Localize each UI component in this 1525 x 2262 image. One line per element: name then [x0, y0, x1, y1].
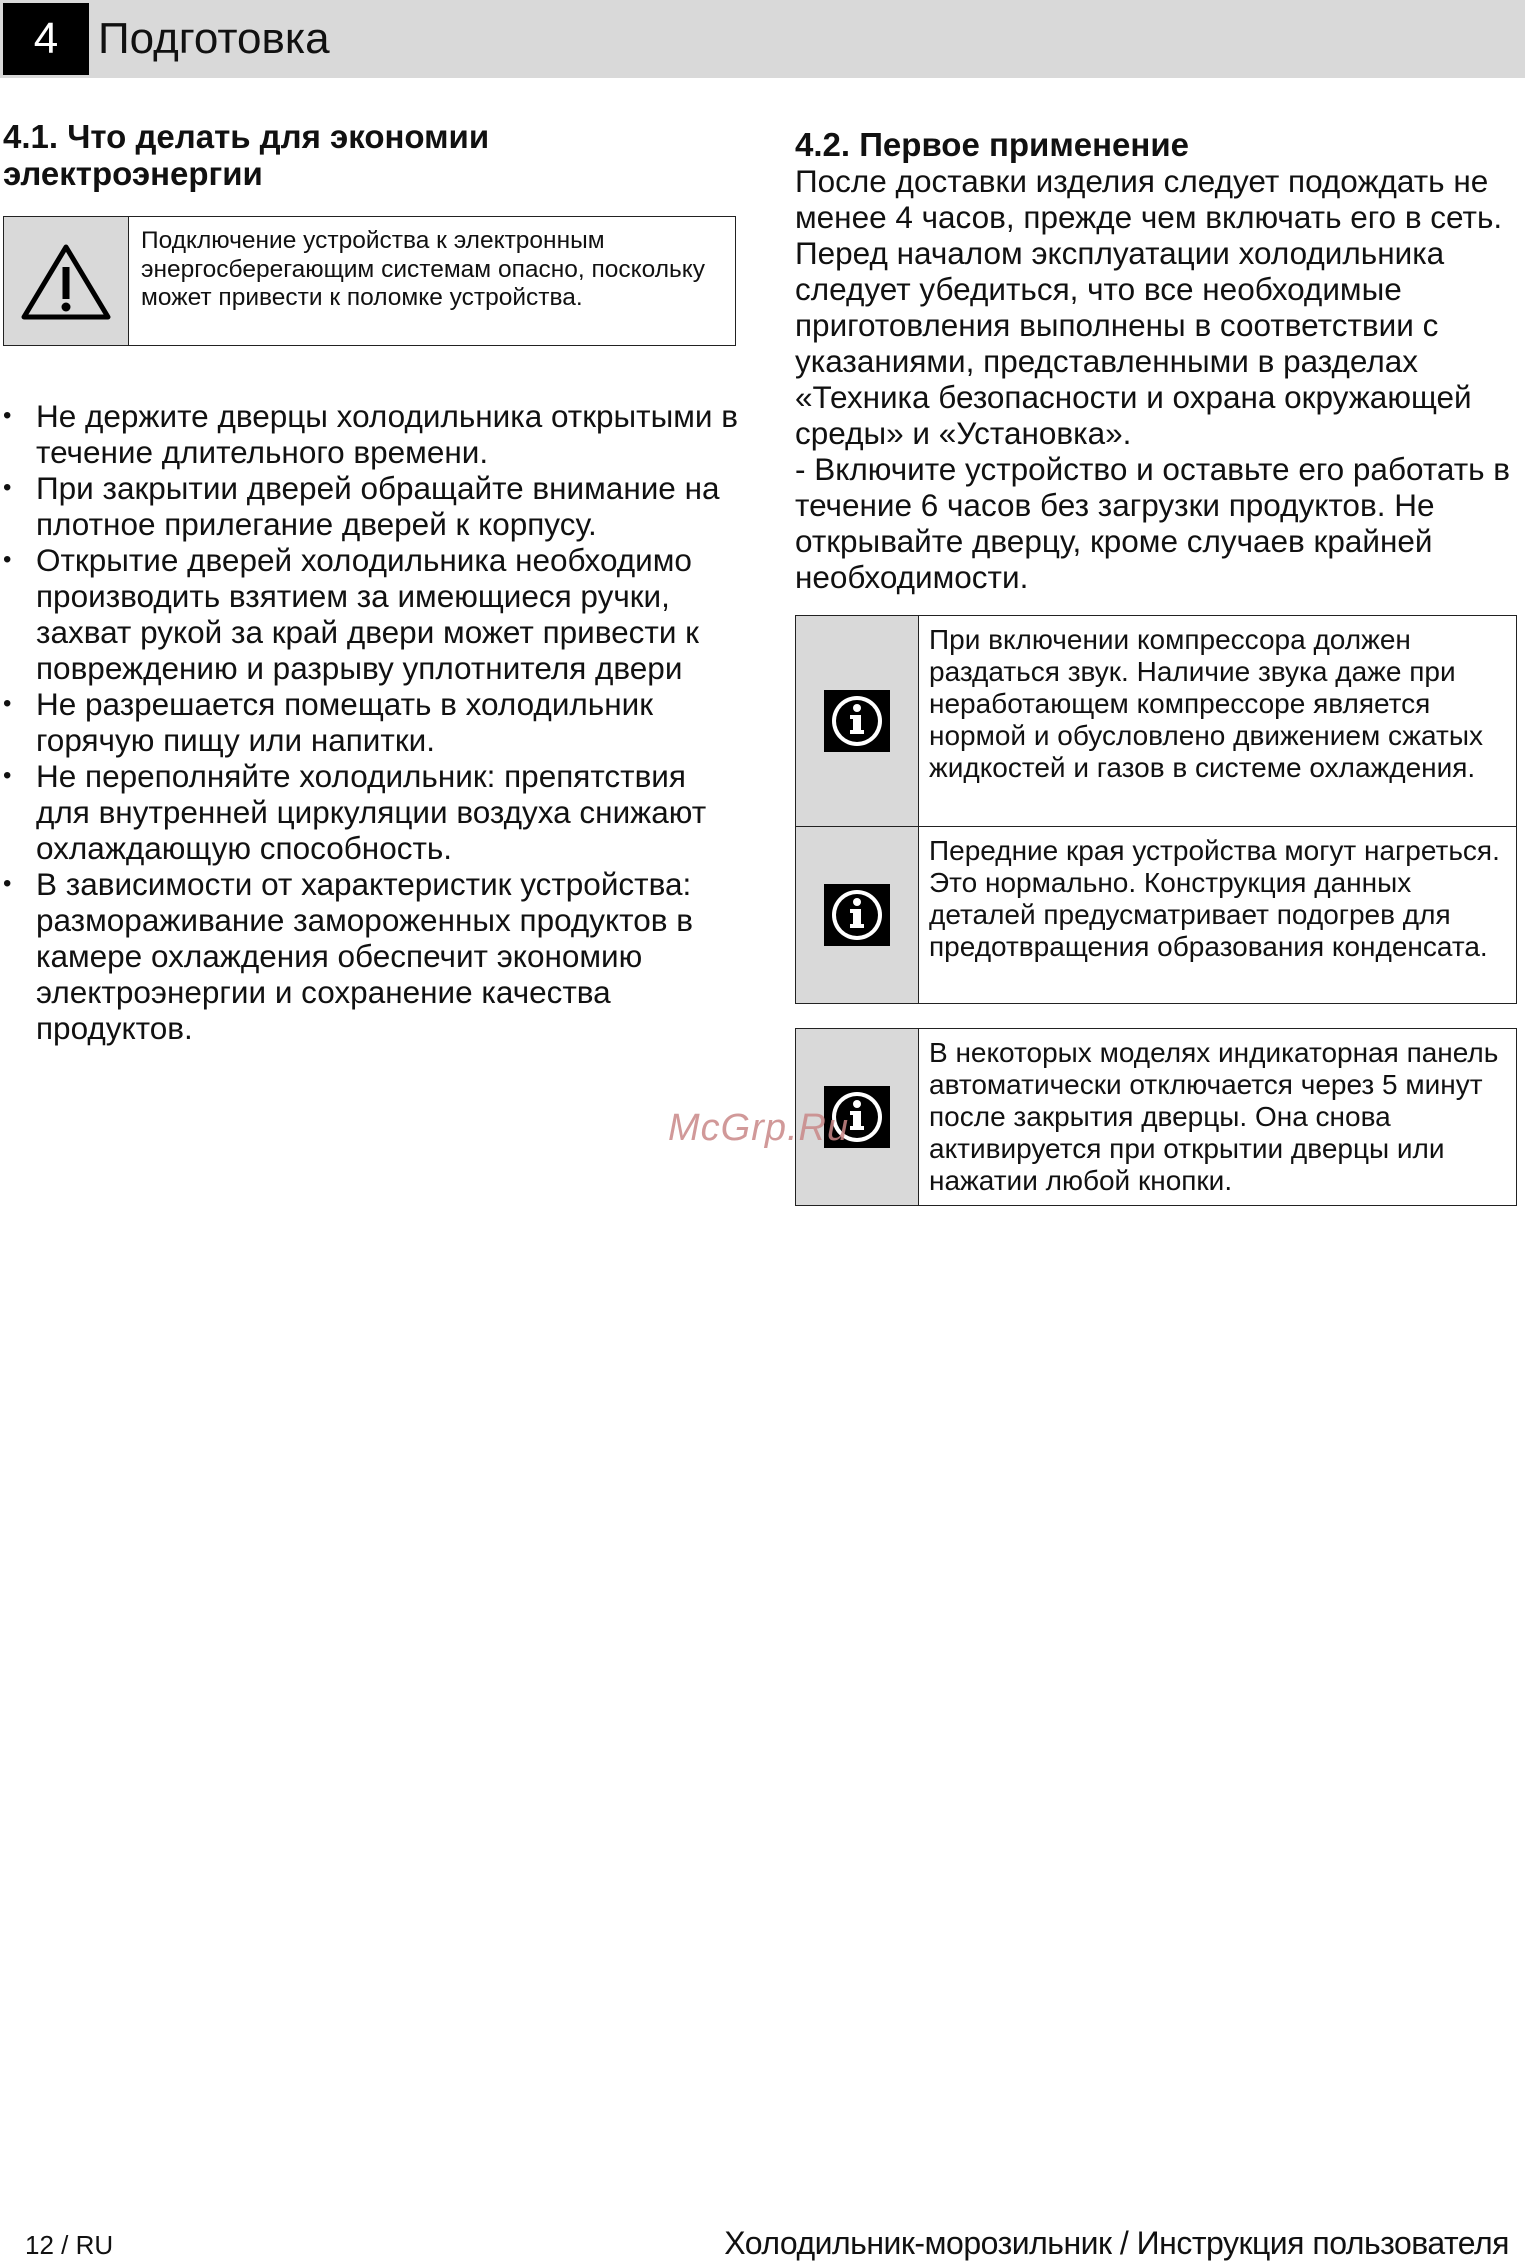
chapter-title: Подготовка: [98, 14, 330, 63]
list-item: [3, 470, 738, 542]
info-note-row: [796, 1029, 1516, 1205]
bullet-icon: •: [3, 870, 12, 897]
info-icon-cell: [796, 827, 919, 1003]
info-note-row: [796, 826, 1516, 1003]
list-item: [3, 398, 738, 470]
info-notes-table: [795, 1028, 1517, 1206]
chapter-number: 4: [3, 3, 89, 75]
info-icon-cell: [796, 616, 919, 826]
left-column: [3, 118, 738, 1046]
warning-text: Подключение устройства к электронным энергосберегающим системам опасно, поскольку может привести к поломке устройства.: [141, 227, 706, 311]
info-note-text: Передние края устройства могут нагреться. Это нормально. Конструкция данных деталей предусматривает подогрев для предотвращения образования конденсата.: [929, 835, 1500, 962]
page-number: 12 / RU: [25, 2230, 114, 2260]
list-item: [3, 866, 738, 1046]
list-item-text: Не переполняйте холодильник: препятствия для внутренней циркуляции воздуха снижают охлаждающую способность.: [36, 758, 707, 866]
list-item-text: В зависимости от характеристик устройства: размораживание замороженных продуктов в камере охлаждения обеспечит экономию электроэнергии и сохранение качества продуктов.: [36, 866, 693, 1046]
bullet-icon: •: [3, 402, 12, 429]
paragraph: - Включите устройство и оставьте его работать в течение 6 часов без загрузки продуктов. Не открывайте дверцу, кроме случаев крайней необходимости.: [795, 451, 1511, 595]
list-item-text: Не держите дверцы холодильника открытыми в течение длительного времени.: [36, 398, 738, 470]
bullet-icon: •: [3, 474, 12, 501]
bullet-icon: •: [3, 690, 12, 717]
document-title: Холодильник-морозильник / Инструкция пользователя: [724, 2225, 1509, 2261]
info-icon: [824, 690, 890, 752]
warning-icon-cell: [4, 217, 129, 345]
bullet-icon: •: [3, 546, 12, 573]
chapter-header: [0, 0, 1525, 78]
info-note-text: В некоторых моделях индикаторная панель автоматически отключается через 5 минут после закрытия дверцы. Она снова активируется при открытии дверцы или нажатии любой кнопки.: [929, 1037, 1499, 1196]
list-item-text: Не разрешается помещать в холодильник горячую пищу или напитки.: [36, 686, 653, 758]
info-notes-table: [795, 615, 1517, 1004]
energy-tips-list: [3, 398, 738, 1046]
section-title-first-use: 4.2. Первое применение: [795, 126, 1189, 163]
info-note-row: [796, 616, 1516, 826]
list-item-text: При закрытии дверей обращайте внимание на плотное прилегание дверей к корпусу.: [36, 470, 720, 542]
paragraph: Перед началом эксплуатации холодильника следует убедиться, что все необходимые приготовления выполнены в соответствии с указаниями, представленными в разделах «Техника безопасности и охрана окружающей среды» и «Установка».: [795, 235, 1472, 451]
list-item: [3, 542, 738, 686]
right-column: [795, 126, 1517, 1206]
list-item: [3, 686, 738, 758]
list-item-text: Открытие дверей холодильника необходимо производить взятием за имеющиеся ручки, захват рукой за край двери может привести к повреждению и разрыву уплотнителя двери: [36, 542, 699, 686]
section-title-energy: 4.1. Что делать для экономии электроэнергии: [3, 118, 490, 192]
info-note-text: При включении компрессора должен раздаться звук. Наличие звука даже при неработающем компрессоре является нормой и обусловлено движением сжатых жидкостей и газов в системе охлаждения.: [929, 624, 1483, 783]
watermark: McGrp.Ru: [668, 1107, 850, 1149]
info-icon: [824, 884, 890, 946]
paragraph: После доставки изделия следует подождать не менее 4 часов, прежде чем включать его в сеть.: [795, 163, 1503, 235]
list-item: [3, 758, 738, 866]
bullet-icon: •: [3, 762, 12, 789]
warning-triangle-icon: [20, 241, 112, 321]
warning-box: [3, 216, 736, 346]
